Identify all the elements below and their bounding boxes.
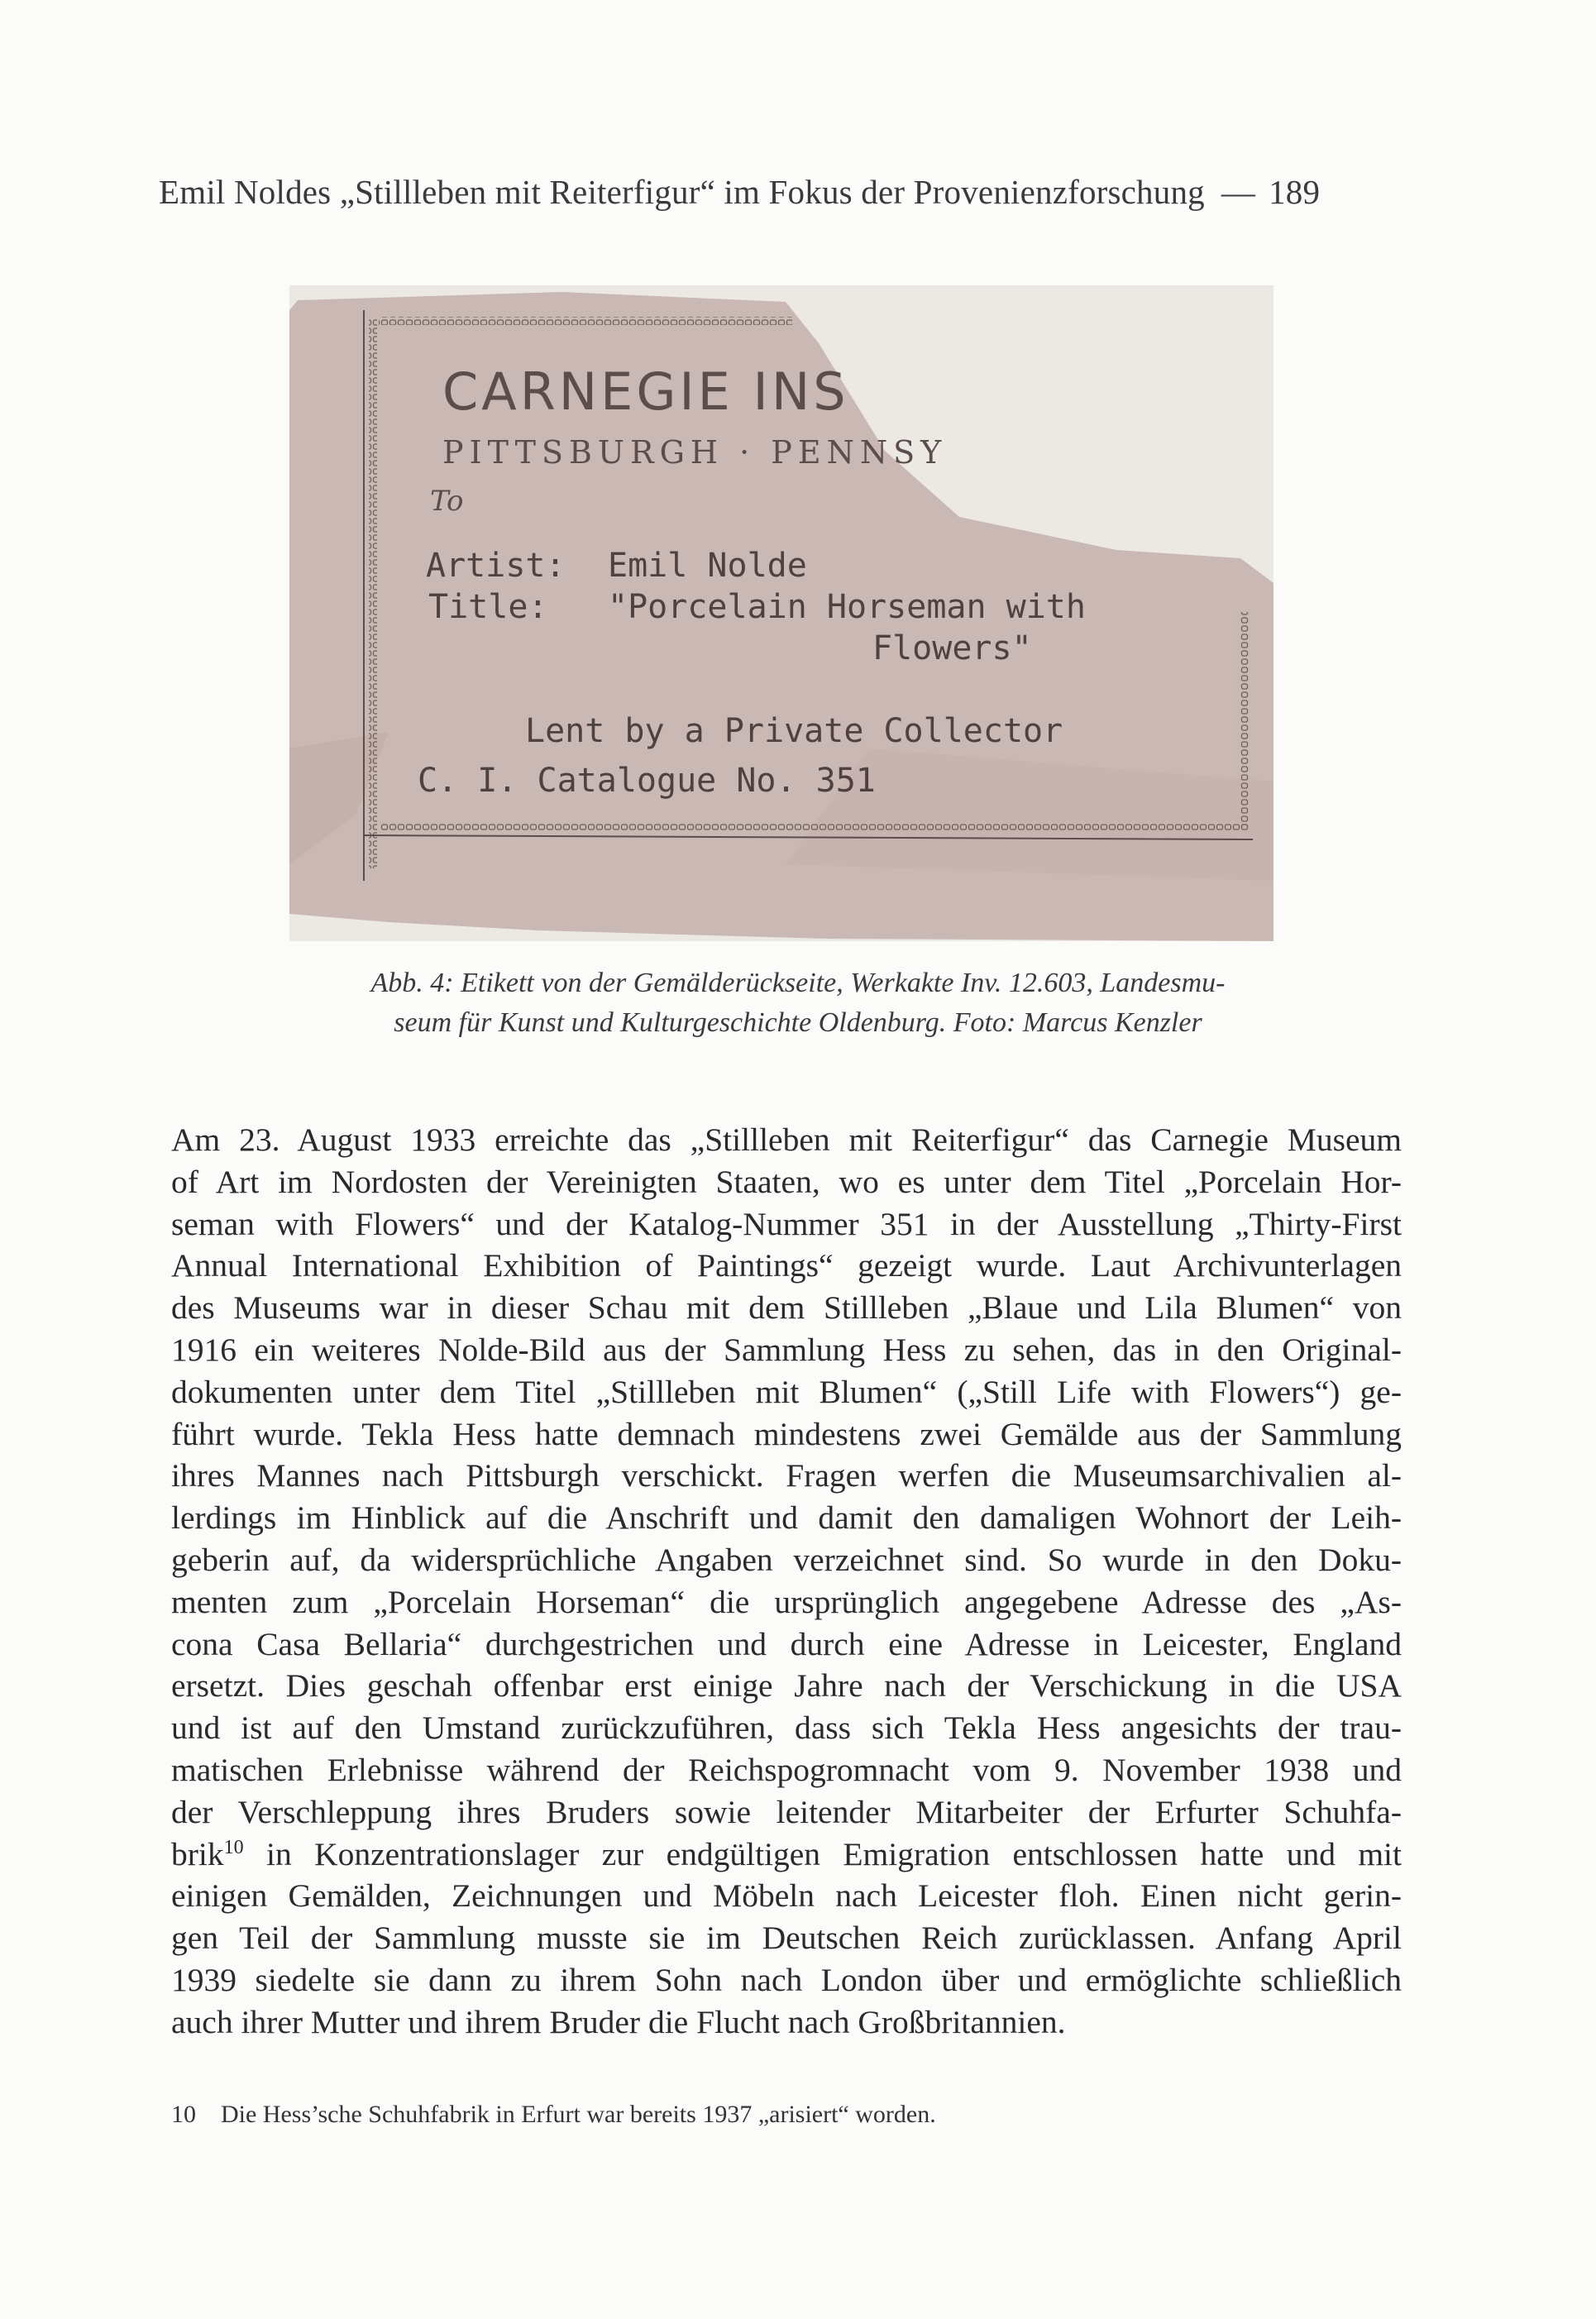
footnote-text: Die Hess’sche Schuhfabrik in Erfurt war bereits 1937 „arisiert“ worden.: [221, 2101, 936, 2128]
body-line: cona Casa Bellaria“ durchgestrichen und durch eine Adresse in Leicester, England: [171, 1625, 1402, 1662]
body-line: of Art im Nordosten der Vereinigten Staaten, wo es unter dem Titel „Porcelain Hor-: [171, 1163, 1402, 1200]
chain-border-top: [379, 317, 792, 325]
page-number: 189: [1269, 173, 1321, 211]
footnote-reference: 10: [223, 1836, 244, 1858]
body-line-with-footnote: [171, 1834, 1402, 1876]
label-title-label: Title:: [428, 588, 548, 626]
body-line: dokumenten unter dem Titel „Stillleben mit Blumen“ („Still Life with Flowers“) ge-: [171, 1373, 1402, 1410]
chain-border-right: [1240, 612, 1249, 827]
body-line: lerdings im Hinblick auf die Anschrift und damit den damaligen Wohnort der Leih-: [171, 1499, 1402, 1537]
label-title-value-2: Flowers": [872, 629, 1032, 667]
body-line: der Verschleppung ihres Bruders sowie leitender Mitarbeiter der Erfurter Schuhfa-: [171, 1793, 1402, 1830]
header-separator: —: [1221, 173, 1256, 211]
body-line: einigen Gemälden, Zeichnungen und Möbeln nach Leicester floh. Einen nicht gerin-: [171, 1877, 1402, 1915]
body-line: Annual International Exhibition of Paintings“ gezeigt wurde. Laut Archivunterlagen: [171, 1247, 1402, 1284]
label-to: To: [430, 485, 464, 518]
body-line: führt wurde. Tekla Hess hatte demnach mindestens zwei Gemälde aus der Sammlung: [171, 1415, 1402, 1452]
body-line: 1939 siedelte sie dann zu ihrem Sohn nach London über und ermöglichte schließlich: [171, 1961, 1402, 1998]
body-line: geberin auf, da widersprüchliche Angaben verzeichnet sind. So wurde in den Doku-: [171, 1541, 1402, 1578]
caption-line: Abb. 4: Etikett von der Gemälderückseite, Werkakte Inv. 12.603, Landesmu-: [370, 968, 1226, 998]
body-line: ersetzt. Dies geschah offenbar erst einige Jahre nach der Verschickung in die USA: [171, 1667, 1402, 1705]
body-text: [171, 1119, 1402, 2044]
body-line: und ist auf den Umstand zurückzuführen, dass sich Tekla Hess angesichts der trau-: [171, 1709, 1402, 1747]
body-line: seman with Flowers“ und der Katalog-Nummer 351 in der Ausstellung „Thirty-First: [171, 1205, 1402, 1242]
body-line: Am 23. August 1933 erreichte das „Stillleben mit Reiterfigur“ das Carnegie Museum: [171, 1121, 1402, 1158]
label-catalogue: C. I. Catalogue No. 351: [418, 762, 876, 800]
label-artist-value: Emil Nolde: [608, 547, 807, 585]
footnote-number: 10: [171, 2101, 196, 2128]
label-photo: [289, 285, 1273, 941]
body-line: matischen Erlebnisse während der Reichspogromnacht vom 9. November 1938 und: [171, 1751, 1402, 1788]
figure-caption: [248, 963, 1348, 1043]
figure-label-photo: [289, 285, 1273, 941]
body-fragment: brik: [171, 1835, 224, 1872]
body-line: ihres Mannes nach Pittsburgh verschickt. Fragen werfen die Museumsarchivalien al-: [171, 1457, 1402, 1494]
body-line: menten zum „Porcelain Horseman“ die ursprünglich angegebene Adresse des „As-: [171, 1583, 1402, 1620]
body-line: 1916 ein weiteres Nolde-Bild aus der Sammlung Hess zu sehen, das in den Original-: [171, 1331, 1402, 1368]
body-fragment: in Konzentrationslager zur endgültigen Emigration entschlossen hatte und mit: [243, 1835, 1402, 1872]
chain-border-left: [369, 318, 377, 868]
label-city: PITTSBURGH · PENNSY: [442, 434, 948, 471]
label-artist-label: Artist:: [426, 547, 566, 585]
chain-border-bottom: [380, 823, 1249, 831]
label-lender: Lent by a Private Collector: [525, 712, 1063, 750]
body-line: des Museums war in dieser Schau mit dem Stillleben „Blaue und Lila Blumen“ von: [171, 1289, 1402, 1327]
header-title: Emil Noldes „Stillleben mit Reiterfigur“ im Fokus der Provenienzforschung: [159, 173, 1205, 211]
label-title-value-1: "Porcelain Horseman with: [608, 588, 1086, 626]
footnote: [171, 2101, 1402, 2129]
body-line: gen Teil der Sammlung musste sie im Deutschen Reich zurücklassen. Anfang April: [171, 1920, 1402, 1957]
running-header: [159, 172, 1399, 212]
body-line: auch ihrer Mutter und ihrem Bruder die Flucht nach Großbritannien.: [171, 2003, 1066, 2040]
label-institution: CARNEGIE INS: [442, 361, 849, 422]
caption-line: seum für Kunst und Kulturgeschichte Oldenburg. Foto: Marcus Kenzler: [394, 1007, 1202, 1038]
